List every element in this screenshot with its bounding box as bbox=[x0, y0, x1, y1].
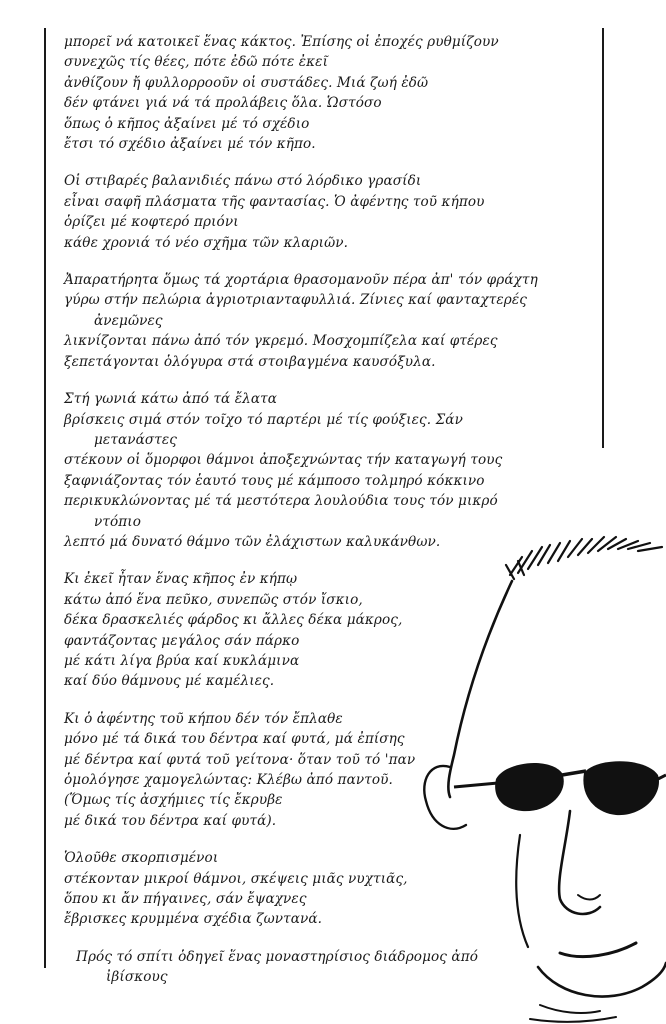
poem-line: στέκονταν μικροί θάμνοι, σκέψεις μιᾶς νυχτιᾶς, bbox=[64, 870, 408, 887]
poem-line: λεπτό μά δυνατό θάμνο τῶν ἐλάχιστων καλυκάνθων. bbox=[64, 533, 441, 550]
poem-line-continuation: μετανάστες bbox=[94, 431, 177, 448]
poem-line: συνεχῶς τίς θέες, πότε ἐδῶ πότε ἐκεῖ bbox=[64, 54, 328, 71]
glasses bbox=[454, 761, 666, 815]
nostril bbox=[578, 895, 600, 900]
mouth bbox=[560, 943, 636, 957]
poem-line: κάτω ἀπό ἕνα πεῦκο, συνεπῶς στόν ἴσκιο, bbox=[64, 591, 363, 608]
poem-line: ὅπως ὁ κῆπος ἀξαίνει μέ τό σχέδιο bbox=[64, 115, 310, 132]
poem-line: περικυκλώνοντας μέ τά μεστότερα λουλούδια τους τόν μικρό bbox=[64, 493, 498, 510]
poem-line: ὁμολόγησε χαμογελώντας: Κλέβω ἀπό παντοῦ. bbox=[64, 772, 393, 788]
poem-line: βρίσκεις σιμά στόν τοῖχο τό παρτέρι μέ τίς φούξιες. Σάν bbox=[64, 411, 463, 428]
poem-line: Κι ἐκεῖ ἦταν ἕνας κῆπος ἐν κήπῳ bbox=[64, 571, 298, 588]
poem-line: (Ὅμως τίς ἀσχήμιες τίς ἔκρυβε bbox=[64, 792, 283, 809]
poem-line: φαντάζοντας μεγάλος σάν πάρκο bbox=[64, 632, 300, 649]
poem-line: Οἱ στιβαρές βαλανιδιές πάνω στό λόρδικο γρασίδι bbox=[64, 173, 422, 190]
neck-strokes bbox=[530, 1005, 616, 1022]
poem-line: ξεπετάγονται ὁλόγυρα στά στοιβαγμένα καυσόξυλα. bbox=[64, 353, 436, 370]
poem-line: δέν φτάνει γιά νά τά προλάβεις ὅλα. Ὡστόσο bbox=[64, 95, 382, 112]
poem-line: ἔτσι τό σχέδιο ἀξαίνει μέ τόν κῆπο. bbox=[64, 136, 316, 153]
poem-line: μόνο μέ τά δικά του δέντρα καί φυτά, μά ἐπίσης bbox=[64, 731, 405, 748]
cheek-line bbox=[516, 835, 528, 947]
poem-line: ὅπου κι ἄν πήγαινες, σάν ἔψαχνες bbox=[64, 891, 307, 908]
stanza-2 bbox=[64, 171, 584, 253]
poem-line: Πρός τό σπίτι ὁδηγεῖ ἕνας μοναστηρίσιος διάδρομος ἀπό bbox=[76, 948, 479, 965]
poem-line: Στή γωνιά κάτω ἀπό τά ἔλατα bbox=[64, 391, 278, 408]
poem-line: ἀνθίζουν ἤ φυλλορροοῦν οἱ συστάδες. Μιά ζωή ἐδῶ bbox=[64, 74, 429, 91]
portrait-illustration bbox=[410, 535, 666, 1024]
poem-line: δέκα δρασκελιές φάρδος κι ἄλλες δέκα μάκρος, bbox=[64, 612, 403, 629]
poem-line-continuation: ντόπιο bbox=[94, 513, 142, 530]
poem-line: εἶναι σαφῆ πλάσματα τῆς φαντασίας. Ὁ ἀφέντης τοῦ κήπου bbox=[64, 193, 485, 210]
poem-line: μπορεῖ νά κατοικεῖ ἕνας κάκτος. Ἐπίσης οἱ ἐποχές ρυθμίζουν bbox=[64, 34, 499, 50]
poem-line: ἔβρισκες κρυμμένα σχέδια ζωντανά. bbox=[64, 911, 323, 928]
stanza-1 bbox=[64, 32, 584, 154]
poem-line-continuation: ἀνεμῶνες bbox=[94, 312, 163, 329]
poem-line-continuation: ἰβίσκους bbox=[106, 969, 168, 986]
poem-line: γύρω στήν πελώρια ἀγριοτριανταφυλλιά. Ζίνιες καί φανταχτερές bbox=[64, 292, 527, 309]
poem-line: καί δύο θάμνους μέ καμέλιες. bbox=[64, 673, 275, 690]
stanza-3 bbox=[64, 270, 584, 372]
poem-line: ὁρίζει μέ κοφτερό πριόνι bbox=[64, 214, 239, 231]
poem-line: λικνίζονται πάνω ἀπό τόν γκρεμό. Μοσχομπίζελα καί φτέρες bbox=[64, 333, 498, 350]
poem-line: ξαφνιάζοντας τόν ἑαυτό τους μέ κάμποσο τολμηρό κόκκινο bbox=[64, 472, 485, 489]
ear-outline bbox=[424, 766, 466, 829]
left-margin-rule bbox=[44, 28, 46, 968]
jaw-line bbox=[538, 963, 666, 997]
poem-line: μέ κάτι λίγα βρύα καί κυκλάμινα bbox=[64, 652, 300, 669]
right-margin-rule bbox=[602, 28, 604, 448]
poem-line: Ἀπαρατήρητα ὅμως τά χορτάρια θρασομανοῦν πέρα ἀπ' τόν φράχτη bbox=[64, 272, 538, 289]
poem-line: στέκουν οἱ ὅμορφοι θάμνοι ἀποξεχνώντας τήν καταγωγή τους bbox=[64, 452, 503, 469]
stanza-4 bbox=[64, 389, 584, 552]
poem-line: μέ δικά του δέντρα καί φυτά). bbox=[64, 812, 277, 829]
poem-line: Κι ὁ ἀφέντης τοῦ κήπου δέν τόν ἔπλαθε bbox=[64, 710, 343, 727]
hair-strokes bbox=[506, 537, 662, 579]
poem-line: Ὁλοῦθε σκορπισμένοι bbox=[64, 850, 219, 867]
poem-line: μέ δέντρα καί φυτά τοῦ γείτονα· ὅταν τοῦ τό 'παν bbox=[64, 751, 416, 768]
head-outline bbox=[448, 581, 512, 797]
poem-line: κάθε χρονιά τό νέο σχῆμα τῶν κλαριῶν. bbox=[64, 234, 349, 251]
